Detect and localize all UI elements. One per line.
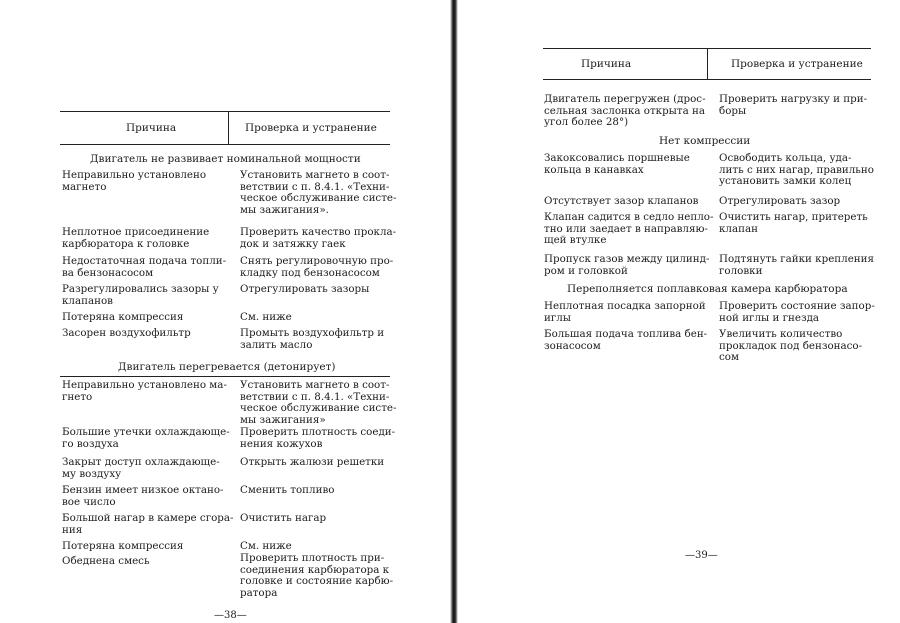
row-cause: Недостаточная подача топли- ва бензонасосом — [62, 255, 227, 279]
row-fix: Проверить плотность при- соединения карбюратора к головке и состояние карбю- ратора — [240, 552, 394, 599]
row-cause: Неправильно установлено ма- гнето — [62, 379, 227, 403]
row-fix: См. ниже — [240, 540, 292, 552]
header-fix: Проверка и устранение — [245, 122, 377, 134]
row-fix: Подтянуть гайки крепления головки — [719, 253, 875, 277]
row-fix: Промыть воздухофильтр и залить масло — [240, 327, 385, 351]
row-cause: Пропуск газов между цилинд- ром и головкой — [544, 253, 710, 277]
row-cause: Большие утечки охлаждающе- го воздуха — [62, 426, 230, 450]
header-cause: Причина — [581, 58, 632, 70]
row-fix: См. ниже — [240, 311, 292, 323]
table-top-rule — [60, 111, 390, 112]
section-rule — [60, 376, 390, 377]
header-divider — [707, 49, 708, 79]
row-cause: Обеднена смесь — [62, 555, 150, 567]
row-cause: Неплотная посадка запорной иглы — [544, 300, 706, 324]
row-cause: Потеряна компрессия — [62, 540, 184, 552]
section-title: Двигатель не развивает номинальной мощности — [90, 153, 361, 165]
row-fix: Установить магнето в соот- ветствии с п. 8.4.1. «Техни- ческое обслуживание систе- мы зажигания». — [240, 169, 397, 216]
row-fix: Очистить нагар, притереть клапан — [719, 211, 868, 235]
row-fix: Сменить топливо — [240, 484, 335, 496]
row-fix: Освободить кольца, уда- лить с них нагар, правильно установить замки колец — [719, 152, 874, 188]
row-cause: Закоксовались поршневые кольца в канавках — [544, 152, 690, 176]
row-fix: Установить магнето в соот- ветствии с п. 8.4.1. «Техни- ческое обслуживание систе- мы зажигания» — [240, 379, 397, 426]
header-divider — [228, 112, 229, 144]
row-cause: Бензин имеет низкое октано- вое число — [62, 484, 224, 508]
row-cause: Разрегулировались зазоры у клапанов — [62, 283, 219, 307]
row-cause: Клапан садится в седло непло- тно или заедает в направляю- щей втулке — [544, 211, 714, 247]
row-cause: Потеряна компрессия — [62, 311, 184, 323]
section-title: Двигатель перегревается (детонирует) — [118, 361, 336, 373]
header-cause: Причина — [126, 122, 177, 134]
row-fix: Открыть жалюзи решетки — [240, 456, 385, 468]
row-fix: Очистить нагар — [240, 512, 327, 524]
row-cause: Отсутствует зазор клапанов — [544, 195, 699, 207]
header-fix: Проверка и устранение — [731, 58, 863, 70]
row-cause: Неплотное присоединение карбюратора к головке — [62, 226, 210, 250]
row-cause: Двигатель перегружен (дрос- сельная заслонка открыта на угол более 28°) — [544, 93, 706, 129]
row-cause: Закрыт доступ охлаждающе- му воздуху — [62, 456, 220, 480]
row-fix: Отрегулировать зазор — [719, 195, 841, 207]
row-cause: Большой нагар в камере сгора- ния — [62, 512, 234, 536]
section-title: Переполняется поплавковая камера карбюратора — [567, 283, 848, 295]
row-fix: Увеличить количество прокладок под бензонасо- сом — [719, 328, 863, 364]
header-bottom-rule — [60, 144, 390, 145]
right-page — [457, 0, 900, 623]
row-fix: Отрегулировать зазоры — [240, 283, 370, 295]
row-fix: Проверить состояние запор- ной иглы и гнезда — [719, 300, 875, 324]
row-fix: Снять регулировочную про- кладку под бензонасосом — [240, 255, 394, 279]
header-bottom-rule — [543, 79, 871, 80]
row-fix: Проверить качество прокла- док и затяжку гаек — [240, 226, 397, 250]
row-cause: Большая подача топлива бен- зонасосом — [544, 328, 708, 352]
row-cause: Неправильно установлено магнето — [62, 169, 207, 193]
row-fix: Проверить нагрузку и при- боры — [719, 93, 868, 117]
row-fix: Проверить плотность соеди- нения кожухов — [240, 426, 396, 450]
page-number: —39— — [685, 550, 718, 561]
page-number: —38— — [214, 610, 247, 621]
row-cause: Засорен воздухофильтр — [62, 327, 191, 339]
section-title: Нет компрессии — [659, 135, 751, 147]
